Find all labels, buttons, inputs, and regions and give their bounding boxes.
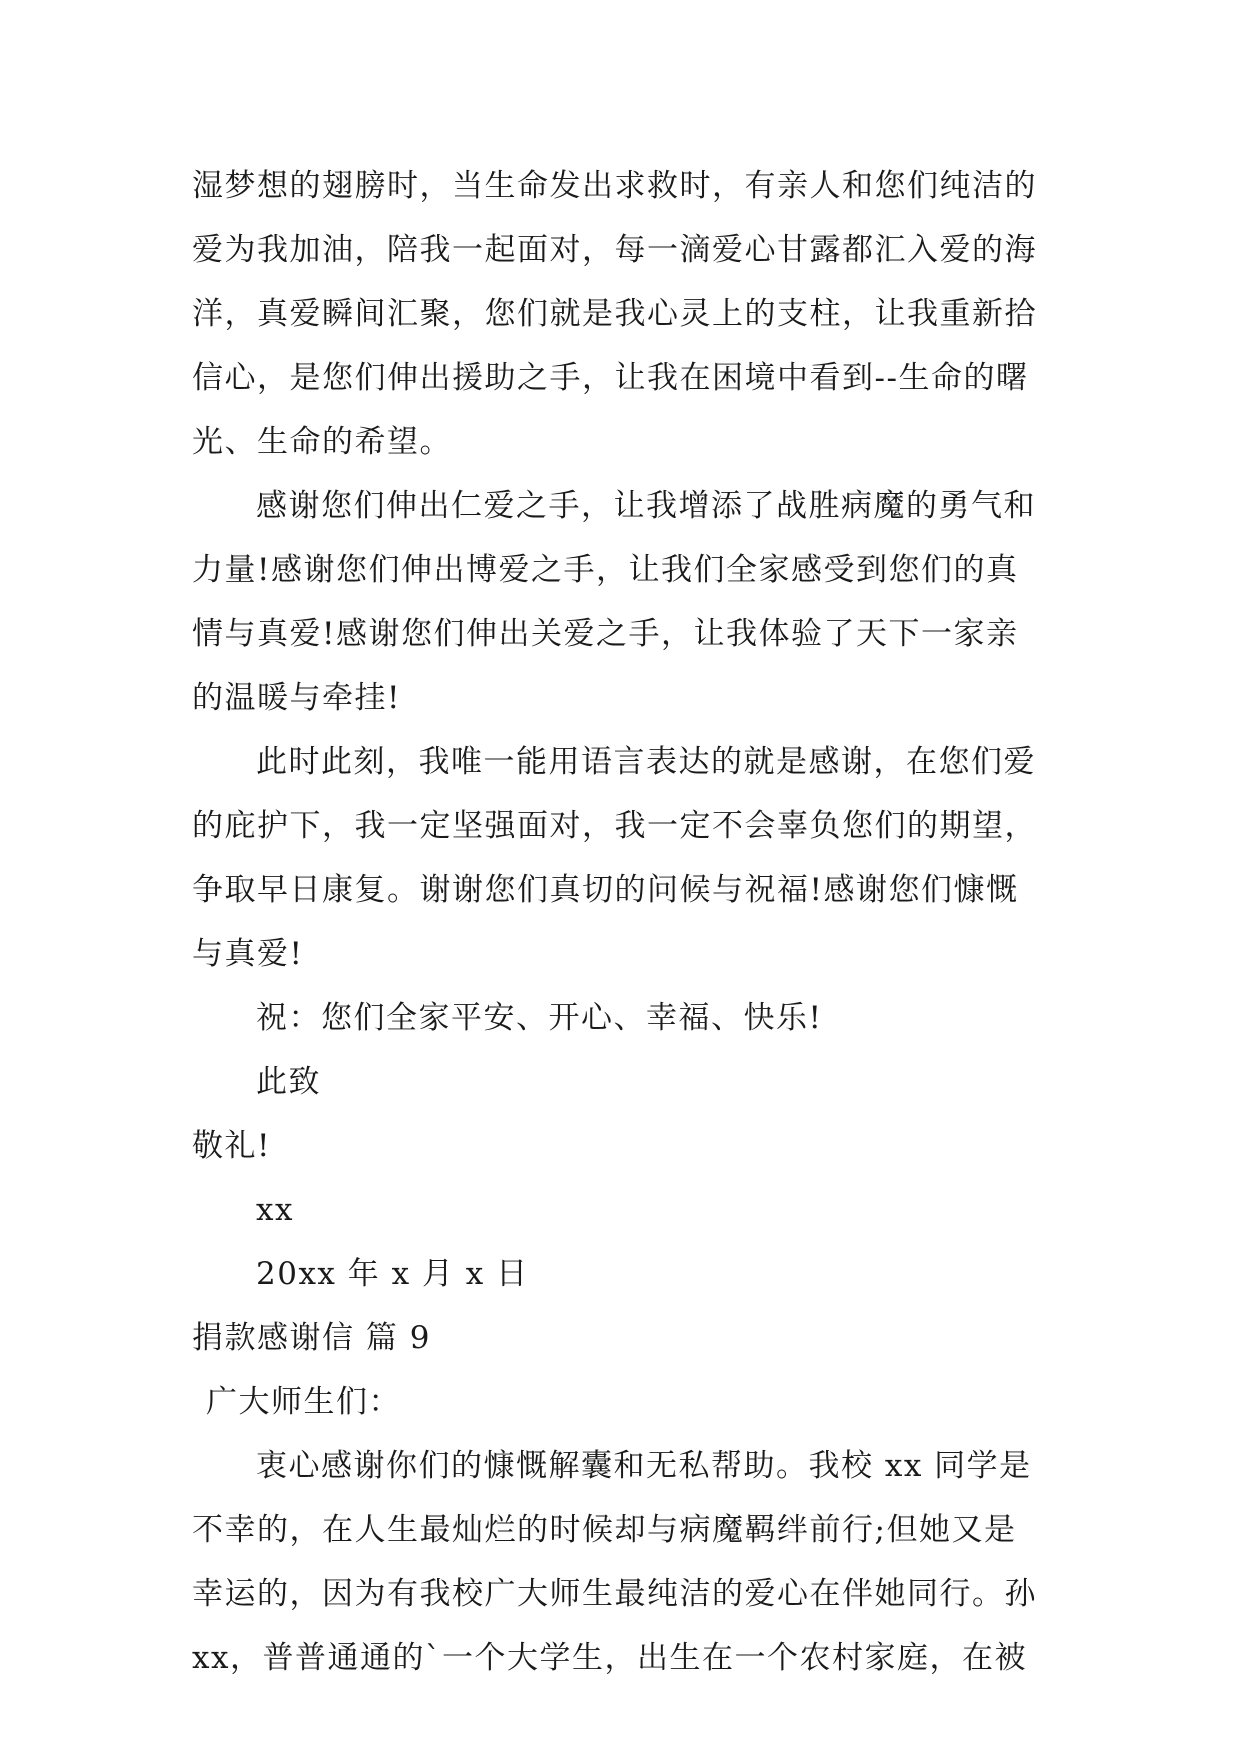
text-line: 的温暖与牵挂! xyxy=(192,680,401,716)
wishes-line: 祝：您们全家平安、开心、幸福、快乐! xyxy=(256,1000,823,1036)
paragraph-start: 此时此刻，我唯一能用语言表达的就是感谢，在您们爱 xyxy=(256,744,1036,780)
text-line: 与真爱! xyxy=(192,936,304,972)
text-line: 情与真爱!感谢您们伸出关爱之手，让我体验了天下一家亲 xyxy=(192,616,1019,652)
text-line: xx，普普通通的`一个大学生，出生在一个农村家庭，在被 xyxy=(192,1640,1027,1676)
text-line: 爱为我加油，陪我一起面对，每一滴爱心甘露都汇入爱的海 xyxy=(192,232,1037,268)
letter-greeting: 广大师生们： xyxy=(206,1384,401,1420)
signature-date: 20xx 年 x 月 x 日 xyxy=(256,1256,529,1292)
text-line: 力量!感谢您们伸出博爱之手，让我们全家感受到您们的真 xyxy=(192,552,1019,588)
text-line: 争取早日康复。谢谢您们真切的问候与祝福!感谢您们慷慨 xyxy=(192,872,1019,908)
closing-salutation: 此致 xyxy=(256,1064,321,1100)
text-line: 信心，是您们伸出援助之手，让我在困境中看到--生命的曙 xyxy=(192,360,1029,396)
text-line: 光、生命的希望。 xyxy=(192,424,452,460)
text-line: 的庇护下，我一定坚强面对，我一定不会辜负您们的期望， xyxy=(192,808,1037,844)
closing-regards: 敬礼! xyxy=(192,1128,271,1164)
letter-body xyxy=(192,154,1062,1690)
text-line: 幸运的，因为有我校广大师生最纯洁的爱心在伴她同行。孙 xyxy=(192,1576,1037,1612)
signature-name: xx xyxy=(256,1192,294,1228)
paragraph-start: 衷心感谢你们的慷慨解囊和无私帮助。我校 xx 同学是 xyxy=(256,1448,1032,1484)
text-line: 湿梦想的翅膀时，当生命发出求救时，有亲人和您们纯洁的 xyxy=(192,168,1037,204)
text-line: 洋，真爱瞬间汇聚，您们就是我心灵上的支柱，让我重新拾 xyxy=(192,296,1037,332)
text-line: 不幸的，在人生最灿烂的时候却与病魔羁绊前行;但她又是 xyxy=(192,1512,1017,1548)
paragraph-start: 感谢您们伸出仁爱之手，让我增添了战胜病魔的勇气和 xyxy=(256,488,1036,524)
section-heading: 捐款感谢信 篇 9 xyxy=(192,1320,431,1356)
